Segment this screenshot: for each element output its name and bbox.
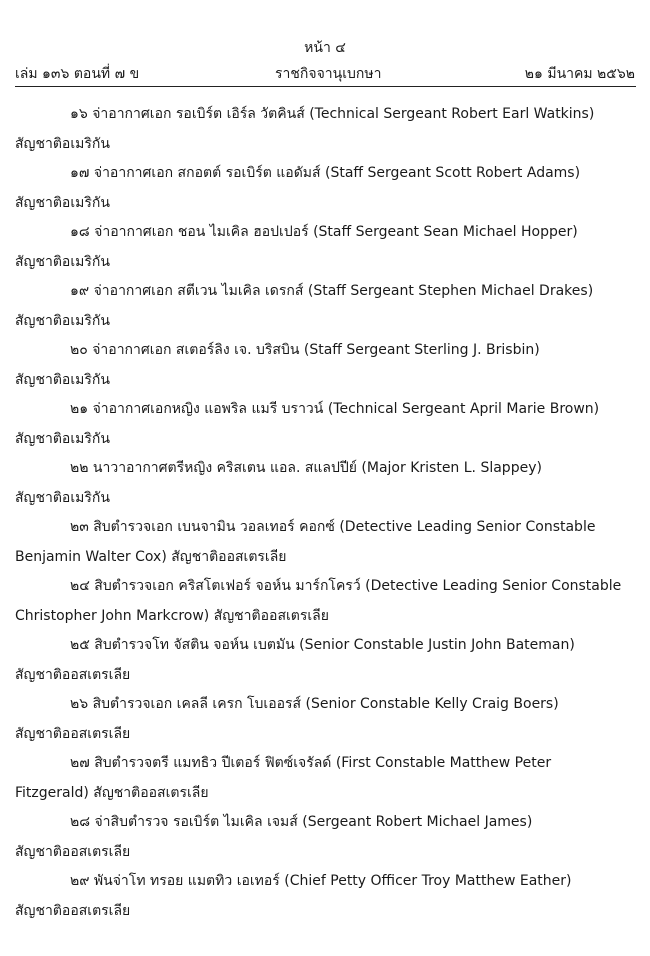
- entry-nationality-line: Benjamin Walter Cox) สัญชาติออสเตรเลีย: [15, 548, 287, 565]
- entry-name-line: ๒๑ จ่าอากาศเอกหญิง แอพริล แมรี บราวน์ (Technical Sergeant April Marie Brown): [70, 401, 600, 417]
- entry-name-line: ๒๖ สิบตำรวจเอก เคลลี เครก โบเออรส์ (Senior Constable Kelly Craig Boers): [70, 696, 559, 712]
- list-item: [15, 693, 640, 752]
- header-divider: [15, 86, 636, 87]
- list-item: [15, 575, 640, 634]
- list-item: [15, 339, 640, 398]
- entry-nationality-line: สัญชาติอเมริกัน: [15, 312, 110, 329]
- entry-name-line: ๑๗ จ่าอากาศเอก สกอตต์ รอเบิร์ต แอดัมส์ (Staff Sergeant Scott Robert Adams): [70, 165, 581, 181]
- entry-nationality-line: สัญชาติออสเตรเลีย: [15, 843, 131, 860]
- entry-nationality-line: สัญชาติอเมริกัน: [15, 371, 110, 388]
- list-item: [15, 457, 640, 516]
- list-item: [15, 752, 640, 811]
- entry-name-line: ๒๓ สิบตำรวจเอก เบนจามิน วอลเทอร์ คอกซ์ (Detective Leading Senior Constable: [70, 519, 596, 535]
- list-item: [15, 398, 640, 457]
- list-item: [15, 221, 640, 280]
- list-item: [15, 634, 640, 693]
- list-item: [15, 103, 640, 162]
- entry-name-line: ๑๖ จ่าอากาศเอก รอเบิร์ต เอิร์ล วัตคินส์ (Technical Sergeant Robert Earl Watkins): [70, 106, 595, 122]
- volume-issue: เล่ม ๑๓๖ ตอนที่ ๗ ข: [15, 66, 140, 82]
- publication-title: ราชกิจจานุเบกษา: [275, 66, 382, 82]
- entry-name-line: ๒๕ สิบตำรวจโท จัสติน จอห์น เบตมัน (Senior Constable Justin John Bateman): [70, 637, 575, 653]
- list-item: [15, 162, 640, 221]
- entry-nationality-line: Fitzgerald) สัญชาติออสเตรเลีย: [15, 784, 209, 801]
- entry-name-line: ๒๗ สิบตำรวจตรี แมทธิว ปีเตอร์ ฟิตซ์เจรัลด์ (First Constable Matthew Peter: [70, 755, 552, 771]
- entry-name-line: ๑๘ จ่าอากาศเอก ชอน ไมเคิล ฮอปเปอร์ (Staff Sergeant Sean Michael Hopper): [70, 224, 578, 240]
- entry-nationality-line: สัญชาติอเมริกัน: [15, 430, 110, 447]
- list-item: [15, 811, 640, 870]
- entry-name-line: ๒๐ จ่าอากาศเอก สเตอร์ลิง เจ. บริสบิน (Staff Sergeant Sterling J. Brisbin): [70, 342, 540, 358]
- entry-nationality-line: สัญชาติอเมริกัน: [15, 489, 110, 506]
- entry-nationality-line: Christopher John Markcrow) สัญชาติออสเตรเลีย: [15, 607, 329, 624]
- entry-nationality-line: สัญชาติออสเตรเลีย: [15, 902, 131, 919]
- entry-name-line: ๑๙ จ่าอากาศเอก สตีเวน ไมเคิล เดรกส์ (Staff Sergeant Stephen Michael Drakes): [70, 283, 594, 299]
- entry-list: [15, 103, 640, 929]
- entry-nationality-line: สัญชาติอเมริกัน: [15, 253, 110, 270]
- entry-nationality-line: สัญชาติอเมริกัน: [15, 194, 110, 211]
- page-number: หน้า ๔: [304, 40, 346, 56]
- list-item: [15, 280, 640, 339]
- page-header: [15, 63, 635, 83]
- entry-nationality-line: สัญชาติอเมริกัน: [15, 135, 110, 152]
- list-item: [15, 516, 640, 575]
- entry-name-line: ๒๘ จ่าสิบตำรวจ รอเบิร์ต ไมเคิล เจมส์ (Sergeant Robert Michael James): [70, 814, 533, 830]
- entry-name-line: ๒๙ พันจ่าโท ทรอย แมตทิว เอเทอร์ (Chief Petty Officer Troy Matthew Eather): [70, 873, 572, 889]
- entry-name-line: ๒๔ สิบตำรวจเอก คริสโตเฟอร์ จอห์น มาร์กโครว์ (Detective Leading Senior Constable: [70, 578, 622, 594]
- entry-name-line: ๒๒ นาวาอากาศตรีหญิง คริสเตน แอล. สแลปปีย์ (Major Kristen L. Slappey): [70, 460, 542, 476]
- publication-date: ๒๑ มีนาคม ๒๕๖๒: [524, 66, 635, 82]
- list-item: [15, 870, 640, 929]
- entry-nationality-line: สัญชาติออสเตรเลีย: [15, 725, 131, 742]
- entry-nationality-line: สัญชาติออสเตรเลีย: [15, 666, 131, 683]
